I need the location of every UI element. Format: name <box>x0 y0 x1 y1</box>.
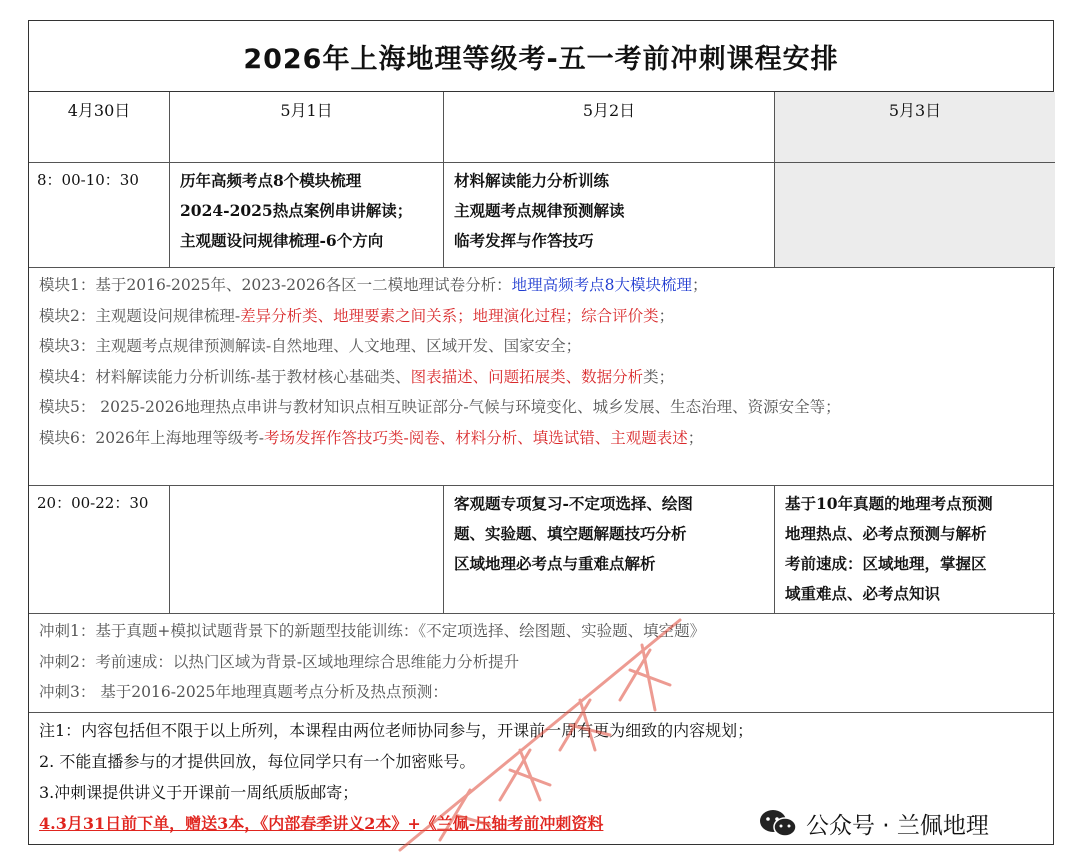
date-may3: 5月3日 <box>775 92 1055 163</box>
evening-may3-line: 域重难点、必考点知识 <box>785 584 941 603</box>
morning-may2-line: 临考发挥与作答技巧 <box>454 231 594 250</box>
wechat-icon <box>758 808 798 838</box>
module-line: 模块6：2026年上海地理等级考-考场发挥作答技巧类-阅卷、材料分析、填选试错、主观题表述； <box>39 428 704 447</box>
date-may1: 5月1日 <box>170 92 444 163</box>
note-line: 注1：内容包括但不限于以上所列，本课程由两位老师协同参与，开课前一周有更为细致的内容规划； <box>39 721 754 740</box>
sprint-line: 冲刺1：基于真题+模拟试题背景下的新题型技能训练：《不定项选择、绘图题、实验题、填空题》 <box>39 622 706 640</box>
note-line: 2. 不能直播参与的才提供回放，每位同学只有一个加密账号。 <box>39 752 476 771</box>
evening-may3-line: 考前速成：区域地理，掌握区 <box>785 554 987 573</box>
date-may2: 5月2日 <box>444 92 775 163</box>
morning-may1-line: 历年高频考点8个模块梳理 <box>180 171 362 190</box>
module-line: 模块5： 2025-2026地理热点串讲与教材知识点相互映证部分-气候与环境变化、城乡发展、生态治理、资源安全等； <box>39 398 841 416</box>
morning-may1-line: 2024-2025热点案例串讲解读； <box>180 201 413 220</box>
module-line: 模块3：主观题考点规律预测解读-自然地理、人文地理、区域开发、国家安全； <box>39 337 582 355</box>
wechat-watermark <box>758 806 995 840</box>
morning-may2-line: 主观题考点规律预测解读 <box>454 201 625 220</box>
watermark-text: 公众号 · 兰佩地理 <box>806 812 989 839</box>
morning-may1-line: 主观题设问规律梳理-6个方向 <box>180 231 384 250</box>
morning-time: 8：00-10：30 <box>29 163 170 268</box>
evening-may3-line: 地理热点、必考点预测与解析 <box>785 524 987 543</box>
morning-may1 <box>170 163 444 268</box>
evening-may2-line: 题、实验题、填空题解题技巧分析 <box>454 524 687 543</box>
sprint-line: 冲刺3： 基于2016-2025年地理真题考点分析及热点预测： <box>39 683 448 701</box>
evening-may2-line: 区域地理必考点与重难点解析 <box>454 554 656 573</box>
morning-may3 <box>775 163 1055 268</box>
evening-may1 <box>170 486 444 614</box>
page-title: 2026年上海地理等级考-五一考前冲刺课程安排 <box>29 21 1053 92</box>
note-line-highlight: 4.3月31日前下单，赠送3本，《内部春季讲义2本》+《兰佩-压轴考前冲刺资料 <box>39 814 604 833</box>
evening-may3-line: 基于10年真题的地理考点预测 <box>785 494 993 513</box>
evening-may3 <box>775 486 1055 614</box>
evening-may2 <box>444 486 775 614</box>
module-line: 模块1：基于2016-2025年、2023-2026各区一二模地理试卷分析：地理高频考点8大模块梳理； <box>39 276 708 294</box>
modules-section <box>29 268 1053 486</box>
morning-may2 <box>444 163 775 268</box>
module-line: 模块2：主观题设问规律梳理-差异分析类、地理要素之间关系；地理演化过程；综合评价类； <box>39 306 675 325</box>
evening-may2-line: 客观题专项复习-不定项选择、绘图 <box>454 494 693 513</box>
sprint-line: 冲刺2：考前速成：以热门区域为背景-区域地理综合思维能力分析提升 <box>39 652 520 671</box>
morning-may2-line: 材料解读能力分析训练 <box>454 171 610 190</box>
sprints-section <box>29 614 1053 713</box>
note-line: 3.冲刺课提供讲义于开课前一周纸质版邮寄； <box>39 783 359 802</box>
evening-time: 20：00-22：30 <box>29 486 170 614</box>
module-line: 模块4：材料解读能力分析训练-基于教材核心基础类、图表描述、问题拓展类、数据分析类； <box>39 367 675 386</box>
date-apr30: 4月30日 <box>29 92 170 163</box>
schedule-table <box>28 20 1054 845</box>
